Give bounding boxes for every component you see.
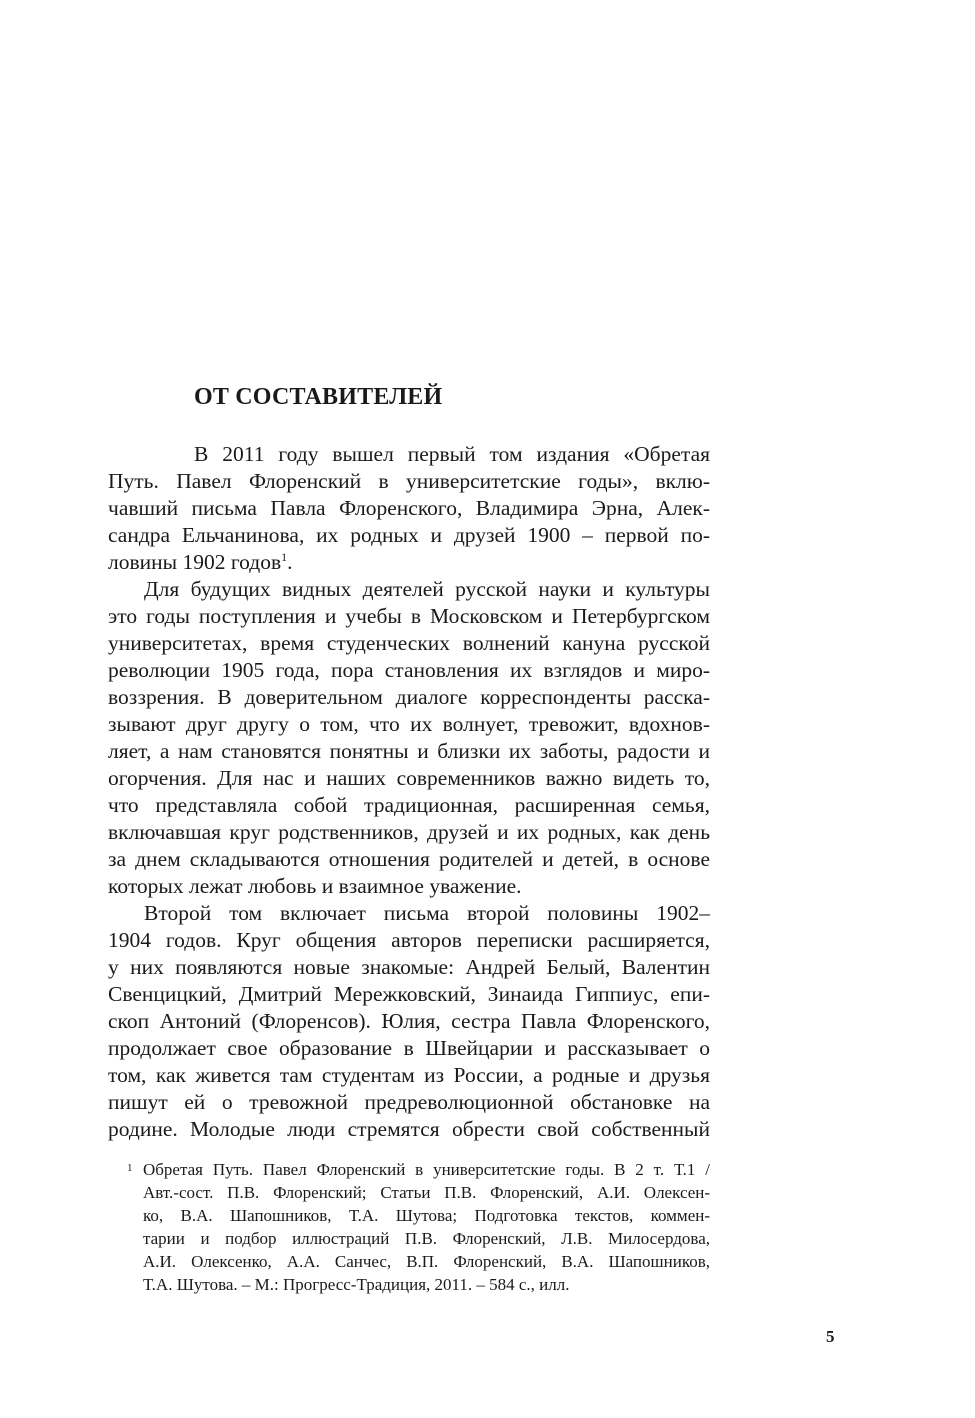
text-line: 1904 годов. Круг общения авторов переписки расширяется, xyxy=(108,928,710,952)
footnote-line: А.И. Олексенко, А.А. Санчес, В.П. Флоренский, В.А. Шапошников, xyxy=(143,1252,710,1271)
text-line: зывают друг другу о том, что их волнует, тревожит, вдохнов- xyxy=(108,712,710,736)
text-fragment: . xyxy=(287,550,293,574)
text-line: которых лежат любовь и взаимное уважение. xyxy=(108,874,522,898)
footnote-line: Т.А. Шутова. – М.: Прогресс-Традиция, 2011. – 584 с., илл. xyxy=(143,1275,570,1294)
text-line xyxy=(108,549,710,576)
footnote-line: ко, В.А. Шапошников, Т.А. Шутова; Подготовка текстов, коммен- xyxy=(143,1206,710,1225)
text-line: В 2011 году вышел первый том издания «Обретая xyxy=(194,442,710,466)
text-line: пишут ей о тревожной предреволюционной обстановке на xyxy=(108,1090,710,1114)
text-line: скоп Антоний (Флоренсов). Юлия, сестра Павла Флоренского, xyxy=(108,1009,710,1033)
text-line: включавшая круг родственников, друзей и их родных, как день xyxy=(108,820,710,844)
text-line: за днем складываются отношения родителей и детей, в основе xyxy=(108,847,710,871)
text-line: что представляла собой традиционная, расширенная семья, xyxy=(108,793,710,817)
text-line: огорчения. Для нас и наших современников важно видеть то, xyxy=(108,766,710,790)
text-fragment: ловины 1902 годов xyxy=(108,550,282,574)
text-line: Путь. Павел Флоренский в университетские годы», вклю- xyxy=(108,469,710,493)
text-line: продолжает свое образование в Швейцарии и рассказывает о xyxy=(108,1036,710,1060)
page-number: 5 xyxy=(826,1327,835,1346)
text-line: Свенцицкий, Дмитрий Мережковский, Зинаида Гиппиус, епи- xyxy=(108,982,710,1006)
text-line: ляет, а нам становятся понятны и близки их заботы, радости и xyxy=(108,739,710,763)
text-line: воззрения. В доверительном диалоге корреспонденты расска- xyxy=(108,685,710,709)
text-line: Второй том включает письма второй половины 1902– xyxy=(144,901,710,925)
text-line: у них появляются новые знакомые: Андрей Белый, Валентин xyxy=(108,955,710,979)
footnote-line: тарии и подбор иллюстраций П.В. Флоренский, Л.В. Милосердова, xyxy=(143,1229,710,1248)
footnote-reference[interactable]: 1 xyxy=(281,549,288,564)
text-line: революции 1905 года, пора становления их взглядов и миро- xyxy=(108,658,710,682)
section-heading: ОТ СОСТАВИТЕЛЕЙ xyxy=(194,384,443,410)
text-line: университетах, время студенческих волнений кануна русской xyxy=(108,631,710,655)
text-line: Для будущих видных деятелей русской науки и культуры xyxy=(144,577,710,601)
text-line: родине. Молодые люди стремятся обрести свой собственный xyxy=(108,1117,710,1141)
text-line: сандра Ельчанинова, их родных и друзей 1900 – первой по- xyxy=(108,523,710,547)
text-line: чавший письма Павла Флоренского, Владимира Эрна, Алек- xyxy=(108,496,710,520)
text-line: это годы поступления и учебы в Московском и Петербургском xyxy=(108,604,710,628)
footnote-marker: 1 xyxy=(127,1162,133,1174)
footnote-line: Авт.-сост. П.В. Флоренский; Статьи П.В. Флоренский, А.И. Олексен- xyxy=(143,1183,710,1202)
footnote-line: Обретая Путь. Павел Флоренский в университетские годы. В 2 т. Т.1 / xyxy=(143,1160,710,1179)
text-line: том, как живется там студентам из России, а родные и друзья xyxy=(108,1063,710,1087)
